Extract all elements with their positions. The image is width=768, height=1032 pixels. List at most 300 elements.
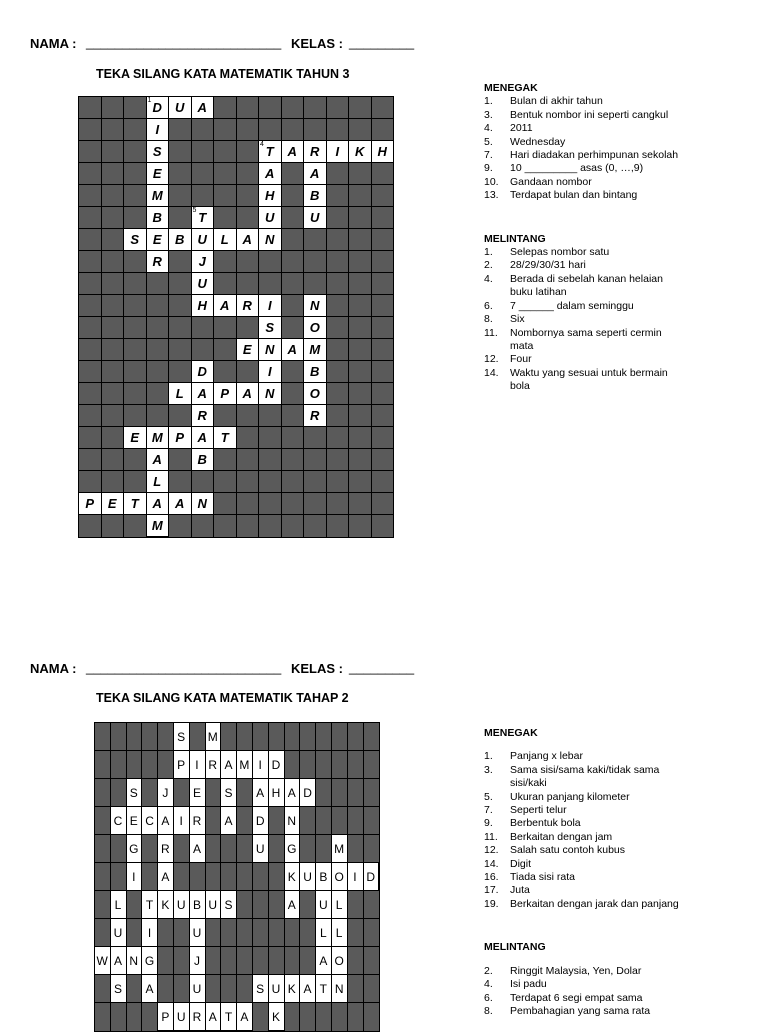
crossword-cell[interactable] [236, 338, 260, 361]
cell-letter: L [335, 925, 343, 940]
grid-line [236, 97, 237, 537]
cell-letter: O [309, 320, 320, 335]
bottom-down-clue [484, 898, 684, 911]
cell-letter: M [239, 757, 250, 772]
crossword-cell[interactable] [191, 96, 215, 119]
crossword-cell[interactable] [173, 1002, 190, 1031]
clue-text: Six [510, 313, 525, 326]
crossword-cell[interactable] [191, 250, 215, 273]
crossword-cell[interactable] [141, 974, 158, 1003]
crossword-cell[interactable] [303, 404, 327, 427]
top-down-heading: MENEGAK [484, 82, 538, 94]
crossword-cell[interactable] [78, 492, 102, 515]
crossword-grid-top [78, 96, 394, 538]
crossword-cell[interactable] [141, 918, 158, 947]
crossword-cell[interactable] [94, 946, 111, 975]
cell-letter: I [147, 925, 152, 940]
cell-letter: B [310, 188, 320, 203]
cell-letter: E [130, 430, 140, 445]
cell-letter: U [113, 925, 123, 940]
crossword-cell[interactable] [189, 806, 206, 835]
crossword-cell[interactable] [281, 338, 305, 361]
crossword-cell[interactable] [220, 890, 237, 919]
crossword-cell[interactable] [168, 492, 192, 515]
cell-letter: A [208, 1009, 218, 1024]
crossword-cell[interactable] [173, 890, 190, 919]
crossword-cell[interactable] [331, 974, 348, 1003]
cell-letter: N [265, 386, 275, 401]
crossword-cell[interactable] [157, 834, 174, 863]
crossword-cell[interactable] [252, 974, 269, 1003]
crossword-cell[interactable] [299, 862, 316, 891]
crossword-cell[interactable] [213, 382, 237, 405]
crossword-cell[interactable] [189, 890, 206, 919]
clue-text: Tiada sisi rata [510, 871, 575, 884]
cell-letter: S [152, 144, 162, 159]
cell-letter: U [303, 869, 313, 884]
bottom-across-heading: MELINTANG [484, 941, 546, 954]
crossword-cell[interactable] [146, 470, 170, 493]
crossword-cell[interactable] [146, 140, 170, 163]
crossword-cell[interactable] [220, 750, 237, 779]
crossword-cell[interactable] [284, 890, 301, 919]
crossword-cell[interactable] [191, 360, 215, 383]
crossword-cell[interactable] [126, 946, 143, 975]
crossword-cell[interactable] [146, 514, 170, 537]
cell-letter: B [310, 364, 320, 379]
clue-number: 11. [484, 326, 498, 339]
top-title: TEKA SILANG KATA MATEMATIK TAHUN 3 [96, 67, 350, 81]
cell-letter: I [179, 813, 184, 828]
crossword-cell[interactable] [268, 974, 285, 1003]
crossword-cell[interactable] [258, 382, 282, 405]
bottom-across-clue [484, 992, 684, 1005]
cell-letter: H [265, 188, 275, 203]
crossword-cell[interactable] [284, 834, 301, 863]
clue-text: Ukuran panjang kilometer [510, 790, 630, 803]
bottom-down-clue [484, 871, 684, 884]
crossword-cell[interactable] [205, 1002, 222, 1031]
cell-letter: A [287, 785, 297, 800]
cell-letter: T [319, 981, 328, 996]
clue-number: 2. [484, 259, 493, 272]
cell-letter: H [197, 298, 207, 313]
crossword-cell[interactable] [303, 382, 327, 405]
clue-number: 1. [484, 95, 493, 108]
crossword-cell[interactable] [252, 834, 269, 863]
crossword-cell[interactable] [189, 750, 206, 779]
clue-text: Pembahagian yang sama rata [510, 1004, 651, 1017]
clue-text: Isi padu [510, 978, 547, 991]
cell-letter: L [220, 232, 229, 247]
crossword-cell[interactable] [146, 228, 170, 251]
clue-number: 14. [484, 857, 499, 870]
cell-letter: G [287, 841, 297, 856]
bottom-down-clue [484, 750, 684, 763]
clue-text: Seperti telur [510, 804, 567, 817]
crossword-cell[interactable] [146, 250, 170, 273]
crossword-cell[interactable] [315, 946, 332, 975]
cell-letter: A [161, 813, 170, 828]
crossword-cell[interactable] [191, 382, 215, 405]
cell-letter: E [192, 785, 202, 800]
cell-letter: U [192, 981, 202, 996]
crossword-cell[interactable] [146, 162, 170, 185]
crossword-cell[interactable] [348, 140, 372, 163]
crossword-cell[interactable] [146, 492, 170, 515]
clue-text: Four [510, 353, 532, 366]
clue-number: 5. [484, 135, 493, 148]
top-across-clue [484, 246, 684, 259]
crossword-cell[interactable] [236, 228, 260, 251]
cell-letter: A [161, 869, 170, 884]
cell-letter: A [197, 100, 207, 115]
top-name-line[interactable]: ___________________________ [86, 35, 282, 50]
crossword-cell[interactable] [110, 946, 127, 975]
cell-letter: A [197, 430, 207, 445]
crossword-cell[interactable] [191, 272, 215, 295]
cell-letter: U [197, 276, 207, 291]
cell-letter: N [129, 953, 139, 968]
cell-letter: U [265, 210, 275, 225]
grid-line [101, 97, 102, 537]
clue-text: Terdapat bulan dan bintang [510, 189, 638, 202]
cell-letter: E [242, 342, 252, 357]
cell-letter: A [319, 953, 328, 968]
crossword-cell[interactable] [258, 316, 282, 339]
cell-letter: P [175, 430, 185, 445]
crossword-cell[interactable] [268, 1002, 285, 1031]
crossword-cell[interactable] [213, 426, 237, 449]
crossword-cell[interactable] [213, 294, 237, 317]
crossword-cell[interactable] [173, 750, 190, 779]
cell-letter: A [242, 232, 252, 247]
crossword-cell[interactable] [126, 862, 143, 891]
top-across-clue [484, 259, 684, 272]
cell-letter: A [224, 813, 234, 828]
cell-letter: T [265, 144, 274, 159]
crossword-cell[interactable] [331, 946, 348, 975]
clue-text: Nombornya sama seperti cermin mata [510, 326, 662, 352]
cell-letter: N [287, 813, 297, 828]
crossword-cell[interactable] [189, 1002, 206, 1031]
cell-letter: I [353, 869, 358, 884]
cell-letter: D [366, 869, 376, 884]
crossword-cell[interactable] [146, 426, 170, 449]
crossword-cell[interactable] [299, 778, 316, 807]
crossword-cell[interactable] [236, 750, 253, 779]
crossword-cell[interactable] [189, 778, 206, 807]
crossword-cell[interactable] [205, 722, 222, 751]
crossword-cell[interactable] [205, 750, 222, 779]
crossword-cell[interactable] [268, 750, 285, 779]
crossword-cell[interactable] [258, 162, 282, 185]
bottom-down-clue [484, 804, 684, 817]
crossword-cell[interactable] [110, 890, 127, 919]
top-across-heading: MELINTANG [484, 232, 546, 245]
crossword-cell[interactable] [213, 228, 237, 251]
crossword-cell[interactable] [303, 184, 327, 207]
crossword-cell[interactable] [331, 834, 348, 863]
crossword-cell[interactable] [110, 974, 127, 1003]
clue-text: Salah satu contoh kubus [510, 844, 625, 857]
crossword-cell[interactable] [284, 778, 301, 807]
crossword-cell[interactable] [268, 778, 285, 807]
clue-text: Berkaitan dengan jam [510, 830, 613, 843]
crossword-cell[interactable] [191, 426, 215, 449]
cell-letter: A [265, 166, 275, 181]
cell-letter: S [177, 729, 186, 744]
crossword-cell[interactable] [146, 448, 170, 471]
crossword-cell[interactable] [173, 722, 190, 751]
cell-letter: P [177, 757, 186, 772]
crossword-cell[interactable] [141, 946, 158, 975]
crossword-cell[interactable] [284, 862, 301, 891]
crossword-cell[interactable] [299, 974, 316, 1003]
bottom-name-label: NAMA : [30, 661, 77, 676]
crossword-cell[interactable] [146, 96, 170, 119]
crossword-cell[interactable] [284, 806, 301, 835]
grid-line [79, 118, 394, 119]
crossword-cell[interactable] [168, 382, 192, 405]
clue-number: 17. [484, 884, 499, 897]
crossword-cell[interactable] [252, 806, 269, 835]
crossword-cell[interactable] [258, 228, 282, 251]
crossword-cell[interactable] [303, 338, 327, 361]
clue-number: 13. [484, 189, 499, 202]
crossword-cell[interactable] [110, 806, 127, 835]
grid-line [79, 206, 394, 207]
crossword-cell[interactable] [236, 382, 260, 405]
cell-letter: A [152, 452, 162, 467]
cell-letter: B [175, 232, 185, 247]
crossword-cell[interactable] [126, 778, 143, 807]
cell-letter: J [193, 953, 201, 968]
bottom-name-line[interactable]: ___________________________ [86, 660, 282, 675]
crossword-cell[interactable] [331, 862, 348, 891]
cell-letter: B [319, 869, 328, 884]
top-down-clue [484, 122, 684, 135]
cell-letter: A [145, 981, 155, 996]
cell-letter: A [310, 166, 320, 181]
clue-number: 1. [484, 750, 493, 763]
clue-text: Waktu yang sesuai untuk bermain bola [510, 366, 668, 393]
crossword-cell[interactable] [284, 974, 301, 1003]
cell-letter: D [255, 813, 265, 828]
cell-letter: E [129, 813, 139, 828]
crossword-cell[interactable] [220, 778, 237, 807]
crossword-cell[interactable] [189, 918, 206, 947]
crossword-cell[interactable] [331, 918, 348, 947]
clue-number: 12. [484, 353, 499, 366]
top-down-clue [484, 95, 684, 108]
clue-number: 4. [484, 978, 493, 991]
clue-text: Digit [510, 857, 532, 870]
crossword-cell[interactable] [303, 360, 327, 383]
crossword-cell[interactable] [331, 890, 348, 919]
crossword-cell[interactable] [110, 918, 127, 947]
cell-letter: S [129, 785, 139, 800]
clue-text: Juta [510, 884, 530, 897]
crossword-cell[interactable] [157, 1002, 174, 1031]
cell-letter: R [208, 757, 218, 772]
bottom-down-clue [484, 858, 684, 871]
crossword-cell[interactable] [146, 206, 170, 229]
bottom-down-clue [484, 831, 684, 844]
crossword-cell[interactable] [126, 806, 143, 835]
crossword-cell[interactable] [315, 974, 332, 1003]
crossword-cell[interactable] [168, 426, 192, 449]
crossword-cell[interactable] [157, 890, 174, 919]
top-down-list [484, 95, 684, 202]
crossword-cell[interactable] [258, 294, 282, 317]
crossword-cell[interactable] [315, 862, 332, 891]
cell-letter: A [256, 785, 265, 800]
crossword-cell[interactable] [189, 974, 206, 1003]
crossword-cell[interactable] [205, 890, 222, 919]
crossword-cell[interactable] [168, 228, 192, 251]
crossword-cell[interactable] [123, 228, 147, 251]
cell-letter: S [224, 785, 234, 800]
crossword-cell[interactable] [189, 946, 206, 975]
bottom-down-clue [484, 884, 684, 897]
clue-number: 6. [484, 991, 493, 1004]
bottom-title: TEKA SILANG KATA MATEMATIK TAHAP 2 [96, 691, 349, 705]
crossword-cell[interactable] [252, 778, 269, 807]
cell-letter: G [129, 841, 139, 856]
cell-letter: C [145, 813, 155, 828]
crossword-cell[interactable] [191, 228, 215, 251]
crossword-cell[interactable] [157, 806, 174, 835]
crossword-cell[interactable] [157, 862, 174, 891]
cell-letter: I [258, 757, 263, 772]
crossword-cell[interactable] [371, 140, 395, 163]
cell-letter: E [152, 166, 162, 181]
crossword-cell[interactable] [315, 890, 332, 919]
crossword-cell[interactable] [191, 448, 215, 471]
crossword-cell[interactable] [191, 404, 215, 427]
crossword-cell[interactable] [191, 294, 215, 317]
cell-letter: I [132, 869, 136, 884]
cell-letter: K [271, 1009, 281, 1024]
clue-text: Berbentuk bola [510, 817, 581, 830]
crossword-cell[interactable] [146, 118, 170, 141]
bottom-down-list [484, 750, 684, 911]
crossword-cell[interactable] [141, 806, 158, 835]
bottom-class-line[interactable]: _________ [349, 660, 415, 675]
crossword-cell[interactable] [126, 834, 143, 863]
crossword-cell[interactable] [258, 360, 282, 383]
crossword-cell[interactable] [189, 834, 206, 863]
cell-letter: A [192, 841, 202, 856]
clue-text: 10 _________ asas (0, …,9) [510, 162, 644, 175]
crossword-cell[interactable] [315, 918, 332, 947]
cell-letter: W [96, 953, 109, 968]
top-across-clue [484, 300, 684, 313]
cell-letter: R [192, 1009, 202, 1024]
cell-letter: J [162, 785, 169, 800]
crossword-cell[interactable] [123, 492, 147, 515]
cell-letter: R [310, 408, 320, 423]
cell-letter: E [107, 496, 117, 511]
crossword-cell[interactable] [303, 294, 327, 317]
cell-letter: B [197, 452, 207, 467]
cell-letter: O [334, 869, 345, 884]
clue-text: Selepas nombor satu [510, 246, 610, 259]
crossword-cell[interactable] [236, 294, 260, 317]
crossword-cell[interactable] [258, 140, 282, 163]
crossword-cell[interactable] [141, 890, 158, 919]
cell-letter: A [113, 953, 123, 968]
grid-line [79, 470, 394, 471]
cell-letter: K [161, 897, 170, 912]
grid-line [348, 97, 349, 537]
crossword-cell[interactable] [258, 184, 282, 207]
crossword-cell[interactable] [303, 206, 327, 229]
cell-letter: I [335, 144, 340, 159]
crossword-cell[interactable] [146, 184, 170, 207]
crossword-cell[interactable] [347, 862, 364, 891]
crossword-cell[interactable] [157, 778, 174, 807]
crossword-cell[interactable] [191, 492, 215, 515]
clue-number: 4. [484, 122, 493, 135]
clue-text: Berada di sebelah kanan helaian buku latihan [510, 272, 663, 299]
cell-letter: H [377, 144, 387, 159]
crossword-cell[interactable] [258, 206, 282, 229]
top-down-clue [484, 176, 684, 189]
top-clues [484, 82, 684, 394]
cell-letter: S [265, 320, 275, 335]
crossword-cell[interactable] [191, 206, 215, 229]
crossword-cell[interactable] [220, 806, 237, 835]
cell-letter: M [207, 729, 219, 744]
cell-letter: A [303, 981, 313, 996]
clue-number: 9. [484, 817, 493, 830]
clue-number: 8. [484, 313, 493, 326]
top-down-clue [484, 109, 684, 122]
clue-number: 7. [484, 804, 493, 817]
crossword-cell[interactable] [303, 162, 327, 185]
top-class-line[interactable]: _________ [349, 35, 415, 50]
bottom-down-clue [484, 817, 684, 830]
crossword-cell[interactable] [363, 862, 380, 891]
crossword-cell[interactable] [326, 140, 350, 163]
crossword-cell[interactable] [281, 140, 305, 163]
crossword-cell[interactable] [123, 426, 147, 449]
clue-text: Terdapat 6 segi empat sama [510, 991, 643, 1004]
crossword-cell[interactable] [220, 1002, 237, 1031]
crossword-cell[interactable] [168, 96, 192, 119]
cell-letter: L [319, 925, 328, 940]
top-down-clue [484, 189, 684, 202]
cell-letter: S [224, 897, 234, 912]
crossword-grid-bottom [94, 722, 380, 1032]
top-class-label: KELAS : [291, 36, 343, 51]
cell-letter: L [335, 897, 343, 912]
crossword-cell[interactable] [252, 750, 269, 779]
cell-letter: J [198, 254, 206, 269]
crossword-cell[interactable] [173, 806, 190, 835]
crossword-cell[interactable] [303, 316, 327, 339]
cell-letter: A [287, 897, 297, 912]
crossword-cell[interactable] [101, 492, 125, 515]
clue-number: 9. [484, 162, 493, 175]
crossword-cell[interactable] [236, 1002, 253, 1031]
cell-letter: H [271, 785, 281, 800]
crossword-cell[interactable] [258, 338, 282, 361]
crossword-cell[interactable] [303, 140, 327, 163]
cell-letter: L [153, 474, 162, 489]
